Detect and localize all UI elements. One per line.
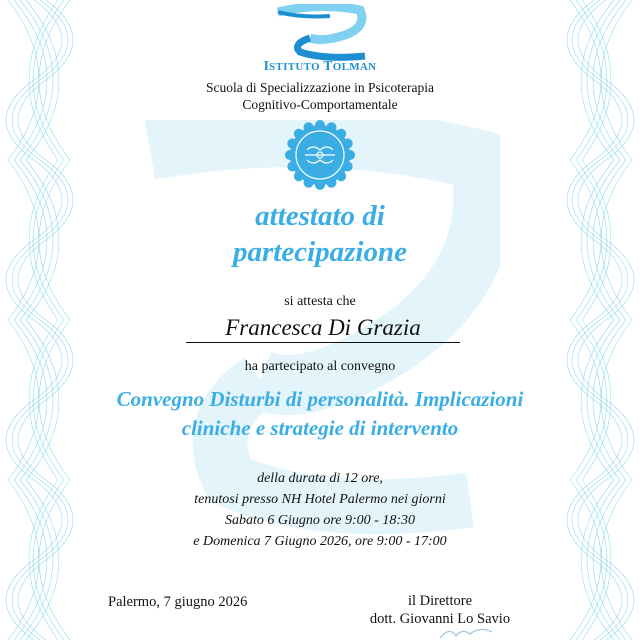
recipient-name: Francesca Di Grazia <box>186 315 460 343</box>
signer-block <box>340 592 540 628</box>
signature-icon <box>436 624 496 640</box>
event-details <box>0 468 640 552</box>
attest-text: si attesta che <box>284 294 356 309</box>
detail-line: della durata di 12 ore, <box>257 471 383 486</box>
signer-role: il Direttore <box>407 593 473 609</box>
seal-badge-icon <box>285 120 355 190</box>
detail-line: tenutosi presso NH Hotel Palermo nei giorni <box>194 492 446 507</box>
place-date: Palermo, 7 giugno 2026 <box>108 594 248 610</box>
event-title: Convegno Disturbi di personalità. Implicazioni cliniche e strategie di intervento <box>116 387 524 440</box>
tolman-logo-icon <box>270 4 370 62</box>
detail-line: Sabato 6 Giugno ore 9:00 - 18:30 <box>224 513 416 528</box>
institute-name: ISTITUTO TOLMAN <box>263 58 377 73</box>
certificate-title: attestato di partecipazione <box>233 200 407 268</box>
signer-name: dott. Giovanni Lo Savio <box>369 611 511 627</box>
participated-text: ha partecipato al convegno <box>244 359 396 374</box>
institute-subtitle: Scuola di Specializzazione in Psicoterapia Cognitivo-Comportamentale <box>206 80 434 112</box>
detail-line: e Domenica 7 Giugno 2026, ore 9:00 - 17:00 <box>193 534 447 549</box>
